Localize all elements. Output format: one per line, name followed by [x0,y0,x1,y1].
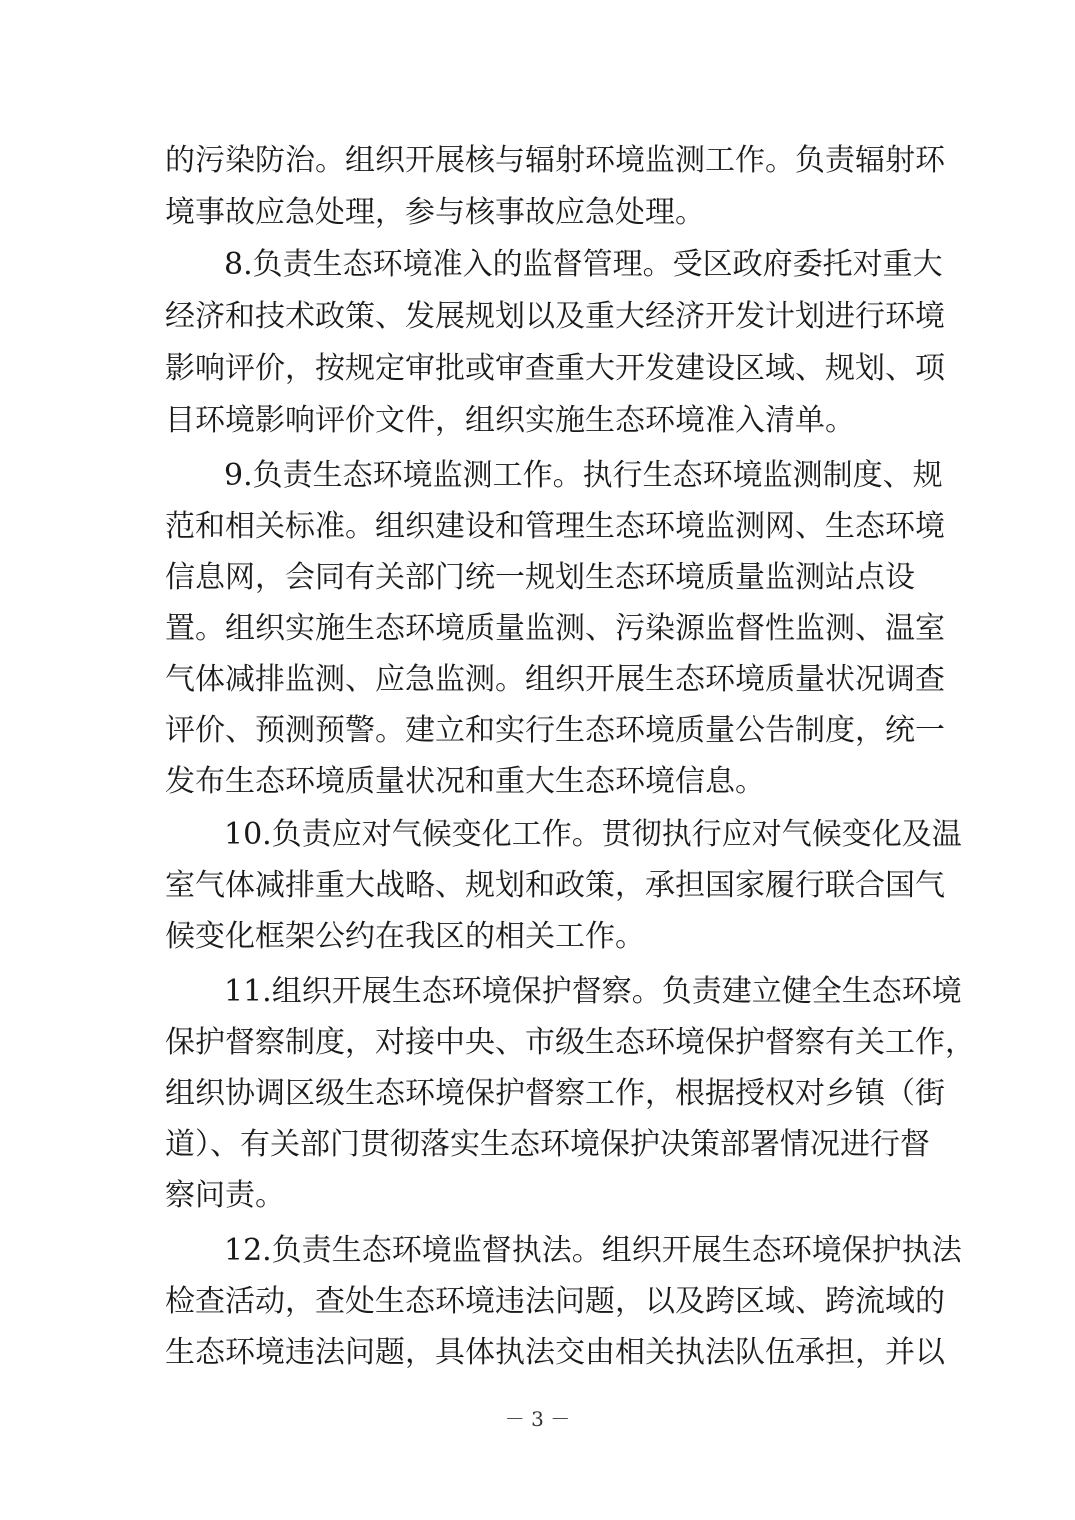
text-line: 候变化框架公约在我区的相关工作。 [165,919,645,954]
paragraph-9-heading-line: 9.负责生态环境监测工作。执行生态环境监测制度、规 [224,458,943,493]
text-line: 检查活动，查处生态环境违法问题，以及跨区域、跨流域的 [165,1284,945,1319]
text-line: 信息网，会同有关部门统一规划生态环境质量监测站点设 [165,560,915,595]
text-line: 的污染防治。组织开展核与辐射环境监测工作。负责辐射环 [165,143,945,178]
text-line: 室气体减排重大战略、规划和政策，承担国家履行联合国气 [165,868,945,903]
text-line: 目环境影响评价文件，组织实施生态环境准入清单。 [165,403,855,438]
text-line: 境事故应急处理，参与核事故应急处理。 [165,195,705,230]
text-line: 影响评价，按规定审批或审查重大开发建设区域、规划、项 [165,351,945,386]
text-line: 范和相关标准。组织建设和管理生态环境监测网、生态环境 [165,509,945,544]
text-line: 经济和技术政策、发展规划以及重大经济开发计划进行环境 [165,299,945,334]
text-line: 评价、预测预警。建立和实行生态环境质量公告制度，统一 [165,713,945,748]
paragraph-12-heading-line: 12.负责生态环境监督执法。组织开展生态环境保护执法 [224,1233,962,1268]
text-line: 气体减排监测、应急监测。组织开展生态环境质量状况调查 [165,662,945,697]
text-line: 组织协调区级生态环境保护督察工作，根据授权对乡镇（街 [165,1076,945,1111]
page-number: － 3 － [504,1407,571,1431]
text-line: 道）、有关部门贯彻落实生态环境保护决策部署情况进行督 [165,1127,930,1162]
text-line: 保护督察制度，对接中央、市级生态环境保护督察有关工作， [165,1025,975,1060]
text-line: 生态环境违法问题，具体执法交由相关执法队伍承担，并以 [165,1335,945,1370]
text-line: 发布生态环境质量状况和重大生态环境信息。 [165,764,765,799]
text-line: 察问责。 [165,1178,285,1213]
paragraph-11-heading-line: 11.组织开展生态环境保护督察。负责建立健全生态环境 [224,974,962,1009]
paragraph-10-heading-line: 10.负责应对气候变化工作。贯彻执行应对气候变化及温 [224,817,962,852]
text-line: 置。组织实施生态环境质量监测、污染源监督性监测、温室 [165,611,945,646]
paragraph-8-heading-line: 8.负责生态环境准入的监督管理。受区政府委托对重大 [224,247,943,282]
